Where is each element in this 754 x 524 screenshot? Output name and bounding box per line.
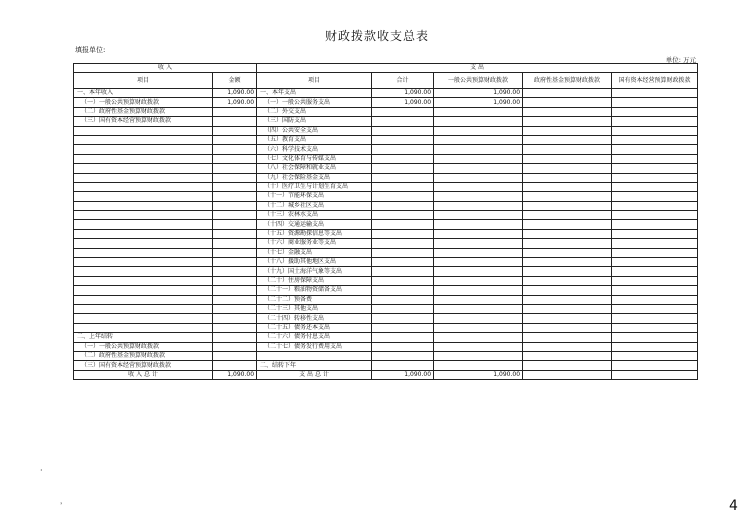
table-row: [74, 126, 698, 135]
money-unit-label: 单位: 万元: [665, 56, 696, 64]
expense-state: [612, 304, 698, 313]
expense-general: [434, 135, 523, 144]
table-row: [74, 89, 698, 98]
expense-total: [372, 220, 434, 229]
expense-fund: [523, 201, 612, 210]
expense-item: （十九）国土海洋气象等支出: [257, 267, 372, 276]
expense-total: [372, 342, 434, 351]
expense-total: [372, 323, 434, 332]
expense-general: [434, 342, 523, 351]
income-amount: [213, 182, 257, 191]
table-row: [74, 239, 698, 248]
expense-general: [434, 182, 523, 191]
income-header: 收 入: [74, 64, 257, 73]
table-row: [74, 201, 698, 210]
expense-fund: [523, 229, 612, 238]
col-header-general: 一般公共预算财政拨款: [434, 73, 523, 89]
expense-item: （一）一般公共服务支出: [257, 98, 372, 107]
expense-general: [434, 248, 523, 257]
table-row: [74, 314, 698, 323]
expense-total: [372, 286, 434, 295]
income-amount: [213, 173, 257, 182]
table-row: [74, 361, 698, 370]
header-row-columns: [74, 73, 698, 89]
expense-item: （二十）住房保障支出: [257, 276, 372, 285]
income-item: （一）一般公共预算财政拨款: [74, 98, 213, 107]
expense-state: [612, 248, 698, 257]
col-header-item2: 项目: [257, 73, 372, 89]
expense-total: [372, 229, 434, 238]
expense-general: [434, 107, 523, 116]
table-row: [74, 323, 698, 332]
income-total-amount: 1,090.00: [213, 370, 257, 379]
expense-fund: [523, 220, 612, 229]
expense-general: [434, 351, 523, 360]
income-item: （一）一般公共预算财政拨款: [74, 342, 213, 351]
table-row: [74, 107, 698, 116]
expense-total: [372, 239, 434, 248]
expense-total: [372, 192, 434, 201]
expense-fund: [523, 286, 612, 295]
expense-item: （十三）农林水支出: [257, 211, 372, 220]
income-amount: [213, 304, 257, 313]
expense-item: （二十五）债务还本支出: [257, 323, 372, 332]
expense-general: [434, 286, 523, 295]
expense-total: [372, 361, 434, 370]
income-amount: [213, 276, 257, 285]
table-row: [74, 351, 698, 360]
page-number: 4: [729, 498, 738, 514]
expense-item: （七）文化体育与传媒支出: [257, 154, 372, 163]
expense-general: [434, 323, 523, 332]
expense-fund: [523, 117, 612, 126]
income-item: （三）国有资本经营预算财政拨款: [74, 117, 213, 126]
expense-state: [612, 267, 698, 276]
income-item: [74, 229, 213, 238]
expense-state: [612, 323, 698, 332]
expense-total: [372, 182, 434, 191]
table-row: [74, 333, 698, 342]
expense-total: [372, 248, 434, 257]
expense-fund: [523, 361, 612, 370]
expense-item: （九）社会保险基金支出: [257, 173, 372, 182]
income-item: [74, 201, 213, 210]
income-item: [74, 220, 213, 229]
expense-item: 二、结转下年: [257, 361, 372, 370]
expense-state: [612, 333, 698, 342]
income-item: [74, 258, 213, 267]
expense-state: [612, 295, 698, 304]
expense-fund: [523, 323, 612, 332]
expense-total: [372, 126, 434, 135]
income-item: [74, 267, 213, 276]
expense-fund: [523, 333, 612, 342]
expense-total: 1,090.00: [372, 89, 434, 98]
expense-general: [434, 361, 523, 370]
expense-item: （六）科学技术支出: [257, 145, 372, 154]
expense-general: [434, 154, 523, 163]
expense-total: [372, 267, 434, 276]
income-amount: [213, 211, 257, 220]
expense-state: [612, 220, 698, 229]
table-row: [74, 173, 698, 182]
expense-item: （十二）城乡社区支出: [257, 201, 372, 210]
expense-total-amount: 1,090.00: [372, 370, 434, 379]
table-row: [74, 258, 698, 267]
income-amount: [213, 323, 257, 332]
expense-state: [612, 351, 698, 360]
expense-item: （十）医疗卫生与计划生育支出: [257, 182, 372, 191]
expense-item: （十四）交通运输支出: [257, 220, 372, 229]
income-amount: [213, 314, 257, 323]
expense-state: [612, 126, 698, 135]
table-row: [74, 192, 698, 201]
income-amount: [213, 333, 257, 342]
expense-state: [612, 192, 698, 201]
expense-general: 1,090.00: [434, 98, 523, 107]
expense-fund: [523, 304, 612, 313]
expense-general: [434, 314, 523, 323]
expense-general: [434, 117, 523, 126]
income-amount: [213, 342, 257, 351]
income-amount: [213, 107, 257, 116]
expense-general: 1,090.00: [434, 89, 523, 98]
income-item: [74, 286, 213, 295]
expense-fund: [523, 173, 612, 182]
expense-general-total: 1,090.00: [434, 370, 523, 379]
income-item: 二、上年结转: [74, 333, 213, 342]
reporting-unit-label: 填报单位:: [75, 46, 106, 54]
expense-fund: [523, 135, 612, 144]
table-row: [74, 98, 698, 107]
income-item: [74, 276, 213, 285]
expense-state: [612, 286, 698, 295]
expense-state: [612, 211, 698, 220]
table-row: [74, 135, 698, 144]
expense-fund: [523, 164, 612, 173]
income-amount: [213, 239, 257, 248]
expense-general: [434, 304, 523, 313]
income-item: 一、本年收入: [74, 89, 213, 98]
expense-state: [612, 229, 698, 238]
expense-fund: [523, 248, 612, 257]
expense-total: [372, 173, 434, 182]
col-header-item: 项目: [74, 73, 213, 89]
expense-fund: [523, 126, 612, 135]
table-row: [74, 304, 698, 313]
expense-general: [434, 295, 523, 304]
expense-state: [612, 117, 698, 126]
expense-general: [434, 145, 523, 154]
expense-general: [434, 276, 523, 285]
income-item: [74, 192, 213, 201]
expense-total: [372, 304, 434, 313]
expense-fund: [523, 145, 612, 154]
income-item: （三）国有资本经营预算财政拨款: [74, 361, 213, 370]
expense-fund: [523, 107, 612, 116]
stray-mark-dot: ·: [40, 466, 43, 475]
expense-item: （十五）资源勘探信息等支出: [257, 229, 372, 238]
expense-state: [612, 135, 698, 144]
table-row: [74, 182, 698, 191]
expense-item: （二十七）债务发行费用支出: [257, 342, 372, 351]
col-header-amount: 金额: [213, 73, 257, 89]
income-amount: [213, 267, 257, 276]
income-amount: [213, 248, 257, 257]
income-item: [74, 314, 213, 323]
expense-fund-total: [523, 370, 612, 379]
stray-mark-comma: ，: [60, 497, 67, 505]
income-item: [74, 295, 213, 304]
col-header-state: 国有资本经营预算财政拨款: [612, 73, 698, 89]
expense-total: [372, 295, 434, 304]
income-amount: [213, 201, 257, 210]
expense-total: 1,090.00: [372, 98, 434, 107]
table-row: [74, 276, 698, 285]
expense-general: [434, 201, 523, 210]
income-item: [74, 126, 213, 135]
expense-item: 一、本年支出: [257, 89, 372, 98]
income-item: [74, 145, 213, 154]
expense-state: [612, 314, 698, 323]
expense-state: [612, 342, 698, 351]
expense-general: [434, 229, 523, 238]
income-item: [74, 173, 213, 182]
expense-state: [612, 276, 698, 285]
fiscal-summary-table: [73, 63, 698, 380]
expense-item: （十八）援助其他地区支出: [257, 258, 372, 267]
expense-state: [612, 361, 698, 370]
expense-general: [434, 333, 523, 342]
expense-state: [612, 98, 698, 107]
income-amount: [213, 145, 257, 154]
expense-item: （四）公共安全支出: [257, 126, 372, 135]
expense-state: [612, 258, 698, 267]
table-row: [74, 248, 698, 257]
table-row: [74, 229, 698, 238]
expense-total: [372, 314, 434, 323]
expense-total: [372, 201, 434, 210]
expense-state-total: [612, 370, 698, 379]
expense-general: [434, 220, 523, 229]
income-item: （二）政府性基金预算财政拨款: [74, 351, 213, 360]
income-item: [74, 164, 213, 173]
income-amount: [213, 192, 257, 201]
income-amount: [213, 164, 257, 173]
expense-item: （五）教育支出: [257, 135, 372, 144]
table-row: [74, 211, 698, 220]
income-amount: 1,090.00: [213, 89, 257, 98]
expense-fund: [523, 239, 612, 248]
income-amount: [213, 351, 257, 360]
expense-state: [612, 89, 698, 98]
expense-fund: [523, 211, 612, 220]
expense-general: [434, 267, 523, 276]
income-amount: [213, 295, 257, 304]
expense-item: （三）国防支出: [257, 117, 372, 126]
expense-state: [612, 173, 698, 182]
table-row: [74, 164, 698, 173]
expense-state: [612, 145, 698, 154]
table-row: [74, 117, 698, 126]
expense-total: [372, 211, 434, 220]
expense-state: [612, 164, 698, 173]
table-row: [74, 286, 698, 295]
expense-item: （二十一）粮油物资储备支出: [257, 286, 372, 295]
income-amount: [213, 229, 257, 238]
table-row: [74, 154, 698, 163]
expense-item: （二十六）债务付息支出: [257, 333, 372, 342]
expense-general: [434, 164, 523, 173]
expense-total: [372, 117, 434, 126]
expense-fund: [523, 182, 612, 191]
income-amount: 1,090.00: [213, 98, 257, 107]
col-header-total: 合计: [372, 73, 434, 89]
expense-state: [612, 239, 698, 248]
income-amount: [213, 135, 257, 144]
expense-general: [434, 211, 523, 220]
expense-state: [612, 201, 698, 210]
expense-item: （十七）金融支出: [257, 248, 372, 257]
expense-fund: [523, 342, 612, 351]
expense-total: [372, 333, 434, 342]
expense-total: [372, 154, 434, 163]
header-row-groups: [74, 64, 698, 73]
income-amount: [213, 117, 257, 126]
income-item: [74, 239, 213, 248]
expense-state: [612, 154, 698, 163]
income-item: [74, 323, 213, 332]
expense-general: [434, 173, 523, 182]
income-item: [74, 182, 213, 191]
expense-total: [372, 145, 434, 154]
expense-state: [612, 107, 698, 116]
income-item: [74, 154, 213, 163]
income-amount: [213, 220, 257, 229]
table-row: [74, 220, 698, 229]
expense-item: （二十三）其他支出: [257, 304, 372, 313]
expense-fund: [523, 89, 612, 98]
table-row: [74, 295, 698, 304]
expense-state: [612, 182, 698, 191]
document-title: 财政拨款收支总表: [324, 29, 429, 43]
income-amount: [213, 258, 257, 267]
expense-header: 支 出: [257, 64, 698, 73]
expense-fund: [523, 98, 612, 107]
expense-fund: [523, 295, 612, 304]
income-total-label: 收 入 总 计: [74, 370, 213, 379]
income-item: [74, 135, 213, 144]
expense-total: [372, 351, 434, 360]
expense-total: [372, 135, 434, 144]
expense-item: （二十二）预备费: [257, 295, 372, 304]
expense-item: （十一）节能环保支出: [257, 192, 372, 201]
table-row: [74, 267, 698, 276]
expense-fund: [523, 351, 612, 360]
expense-item: （二）外交支出: [257, 107, 372, 116]
expense-fund: [523, 314, 612, 323]
income-item: [74, 211, 213, 220]
expense-general: [434, 239, 523, 248]
income-item: （二）政府性基金预算财政拨款: [74, 107, 213, 116]
expense-total: [372, 164, 434, 173]
expense-item: （二十四）转移性支出: [257, 314, 372, 323]
income-item: [74, 248, 213, 257]
expense-item: （十六）商业服务业等支出: [257, 239, 372, 248]
col-header-fund: 政府性基金预算财政拨款: [523, 73, 612, 89]
income-amount: [213, 361, 257, 370]
expense-fund: [523, 267, 612, 276]
expense-item: [257, 351, 372, 360]
expense-general: [434, 258, 523, 267]
income-amount: [213, 286, 257, 295]
income-amount: [213, 154, 257, 163]
table-row: [74, 342, 698, 351]
table-row: [74, 145, 698, 154]
expense-general: [434, 192, 523, 201]
expense-total: [372, 276, 434, 285]
expense-fund: [523, 154, 612, 163]
expense-fund: [523, 258, 612, 267]
income-item: [74, 304, 213, 313]
expense-fund: [523, 192, 612, 201]
income-amount: [213, 126, 257, 135]
expense-general: [434, 126, 523, 135]
expense-item: （八）社会保障和就业支出: [257, 164, 372, 173]
expense-fund: [523, 276, 612, 285]
total-row: [74, 370, 698, 379]
expense-total: [372, 258, 434, 267]
expense-total-label: 支 出 总 计: [257, 370, 372, 379]
expense-total: [372, 107, 434, 116]
